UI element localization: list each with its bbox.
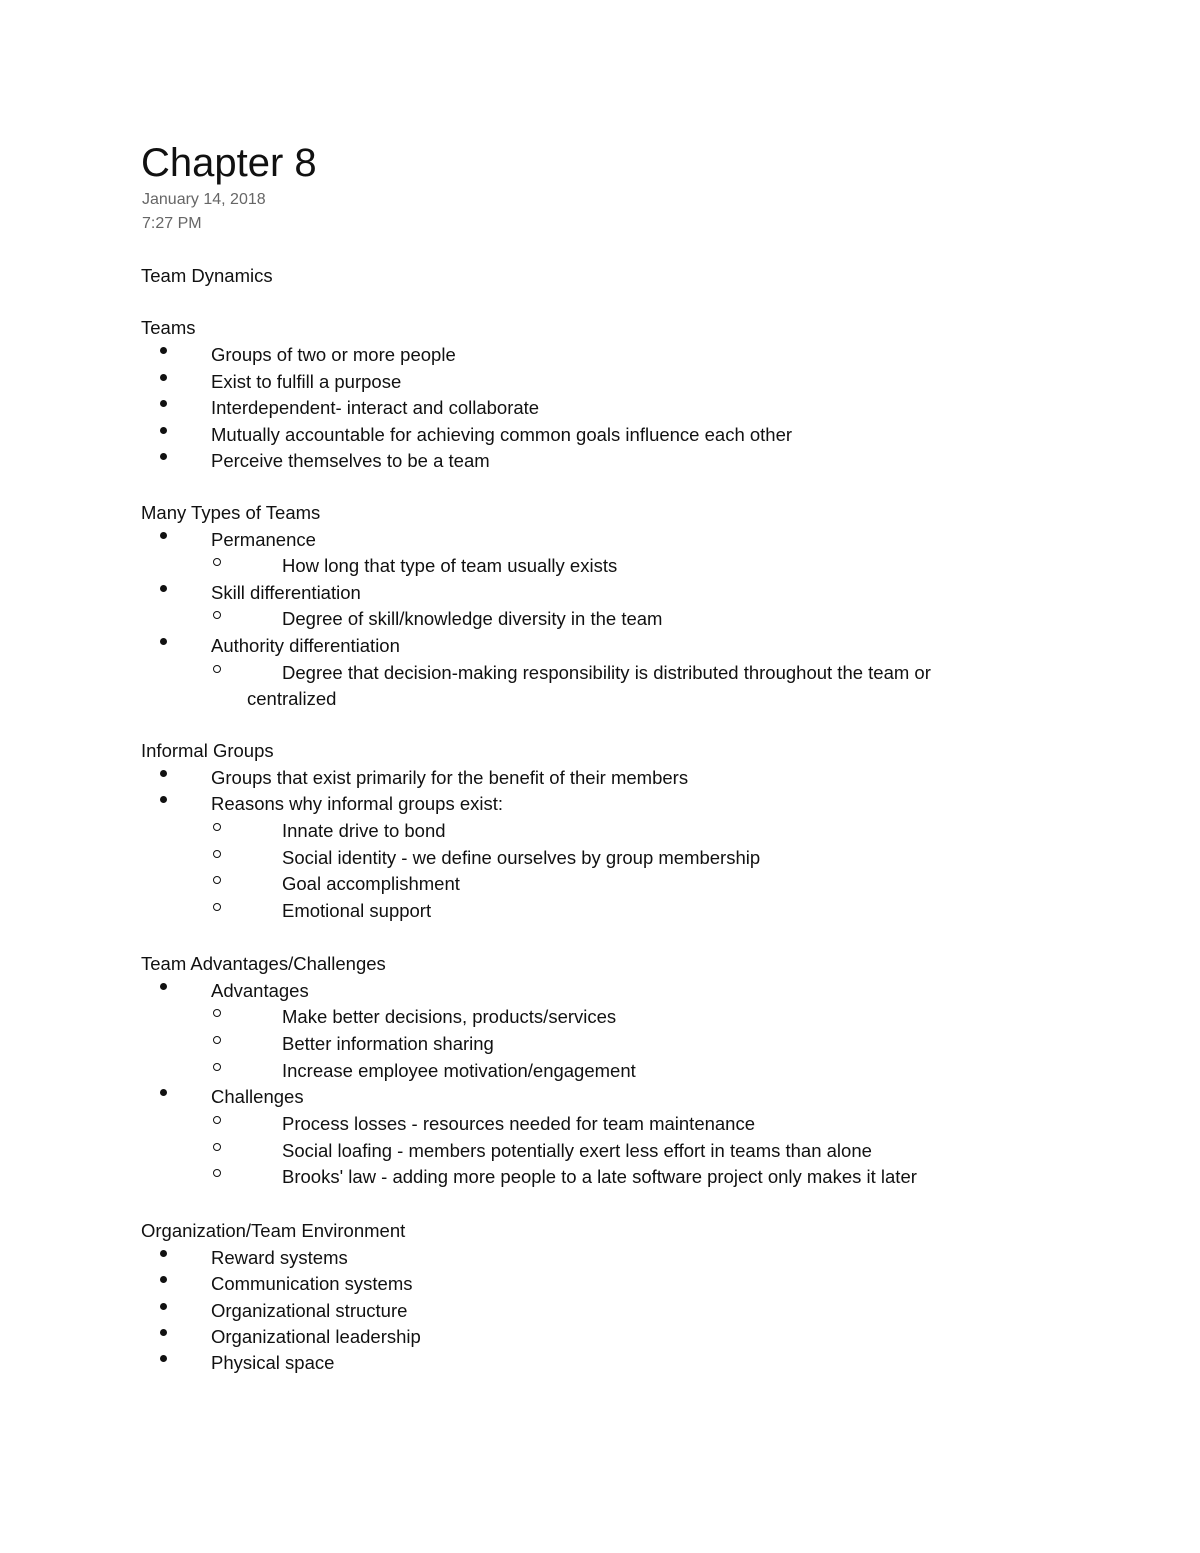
- section-heading-teams: Teams: [141, 317, 196, 338]
- bullet-icon: [160, 453, 167, 460]
- sub-list-item: Make better decisions, products/services: [282, 1006, 617, 1027]
- sub-bullet-icon: [213, 876, 221, 884]
- list-item: Authority differentiation: [211, 635, 400, 656]
- sub-list-item: Social loafing - members potentially exert less effort in teams than alone: [282, 1140, 872, 1161]
- sub-bullet-icon: [213, 903, 221, 911]
- sub-list-item: Innate drive to bond: [282, 820, 446, 841]
- bullet-icon: [160, 1276, 167, 1283]
- sub-list-item: Brooks' law - adding more people to a late software project only makes it later: [282, 1166, 917, 1187]
- sub-bullet-icon: [213, 1116, 221, 1124]
- sub-list-item: Degree of skill/knowledge diversity in the team: [282, 608, 663, 629]
- bullet-icon: [160, 427, 167, 434]
- sub-list-item: Better information sharing: [282, 1033, 494, 1054]
- section-heading-informal-groups: Informal Groups: [141, 740, 274, 761]
- section-heading-types-of-teams: Many Types of Teams: [141, 502, 321, 523]
- sub-list-item: Increase employee motivation/engagement: [282, 1060, 636, 1081]
- sub-bullet-icon: [213, 558, 221, 566]
- bullet-icon: [160, 374, 167, 381]
- bullet-icon: [160, 1355, 167, 1362]
- bullet-icon: [160, 585, 167, 592]
- section-heading-environment: Organization/Team Environment: [141, 1220, 406, 1241]
- bullet-icon: [160, 400, 167, 407]
- bullet-icon: [160, 347, 167, 354]
- bullet-icon: [160, 1329, 167, 1336]
- list-item: Advantages: [211, 980, 309, 1001]
- bullet-icon: [160, 983, 167, 990]
- sub-list-item: How long that type of team usually exists: [282, 555, 618, 576]
- bullet-icon: [160, 532, 167, 539]
- sub-bullet-icon: [213, 1063, 221, 1071]
- list-item: Skill differentiation: [211, 582, 361, 603]
- list-item: Exist to fulfill a purpose: [211, 371, 402, 392]
- sub-bullet-icon: [213, 611, 221, 619]
- note-time: 7:27 PM: [142, 215, 202, 232]
- list-item: Reward systems: [211, 1247, 348, 1268]
- list-item: Communication systems: [211, 1273, 413, 1294]
- page-title: Chapter 8: [141, 141, 317, 185]
- sub-list-item: Goal accomplishment: [282, 873, 460, 894]
- sub-list-item: Degree that decision-making responsibility is distributed throughout the team or: [282, 662, 931, 683]
- sub-list-item: Process losses - resources needed for team maintenance: [282, 1113, 756, 1134]
- sub-bullet-icon: [213, 665, 221, 673]
- bullet-icon: [160, 796, 167, 803]
- list-item: Interdependent- interact and collaborate: [211, 397, 540, 418]
- sub-bullet-icon: [213, 1009, 221, 1017]
- sub-bullet-icon: [213, 1169, 221, 1177]
- list-item: Physical space: [211, 1352, 335, 1373]
- bullet-icon: [160, 638, 167, 645]
- sub-list-item: Social identity - we define ourselves by group membership: [282, 847, 761, 868]
- sub-list-item-continuation: centralized: [247, 688, 337, 709]
- bullet-icon: [160, 770, 167, 777]
- sub-bullet-icon: [213, 823, 221, 831]
- list-item: Organizational structure: [211, 1300, 408, 1321]
- section-heading-advantages-challenges: Team Advantages/Challenges: [141, 953, 386, 974]
- sub-list-item: Emotional support: [282, 900, 432, 921]
- list-item: Groups that exist primarily for the benefit of their members: [211, 767, 689, 788]
- bullet-icon: [160, 1250, 167, 1257]
- sub-bullet-icon: [213, 1143, 221, 1151]
- list-item: Organizational leadership: [211, 1326, 421, 1347]
- sub-bullet-icon: [213, 1036, 221, 1044]
- list-item: Groups of two or more people: [211, 344, 456, 365]
- sub-bullet-icon: [213, 850, 221, 858]
- list-item: Permanence: [211, 529, 316, 550]
- bullet-icon: [160, 1089, 167, 1096]
- list-item: Perceive themselves to be a team: [211, 450, 490, 471]
- list-item: Mutually accountable for achieving common goals influence each other: [211, 424, 793, 445]
- bullet-icon: [160, 1303, 167, 1310]
- section-heading-team-dynamics: Team Dynamics: [141, 265, 273, 286]
- note-date: January 14, 2018: [142, 191, 266, 208]
- list-item: Reasons why informal groups exist:: [211, 793, 504, 814]
- list-item: Challenges: [211, 1086, 304, 1107]
